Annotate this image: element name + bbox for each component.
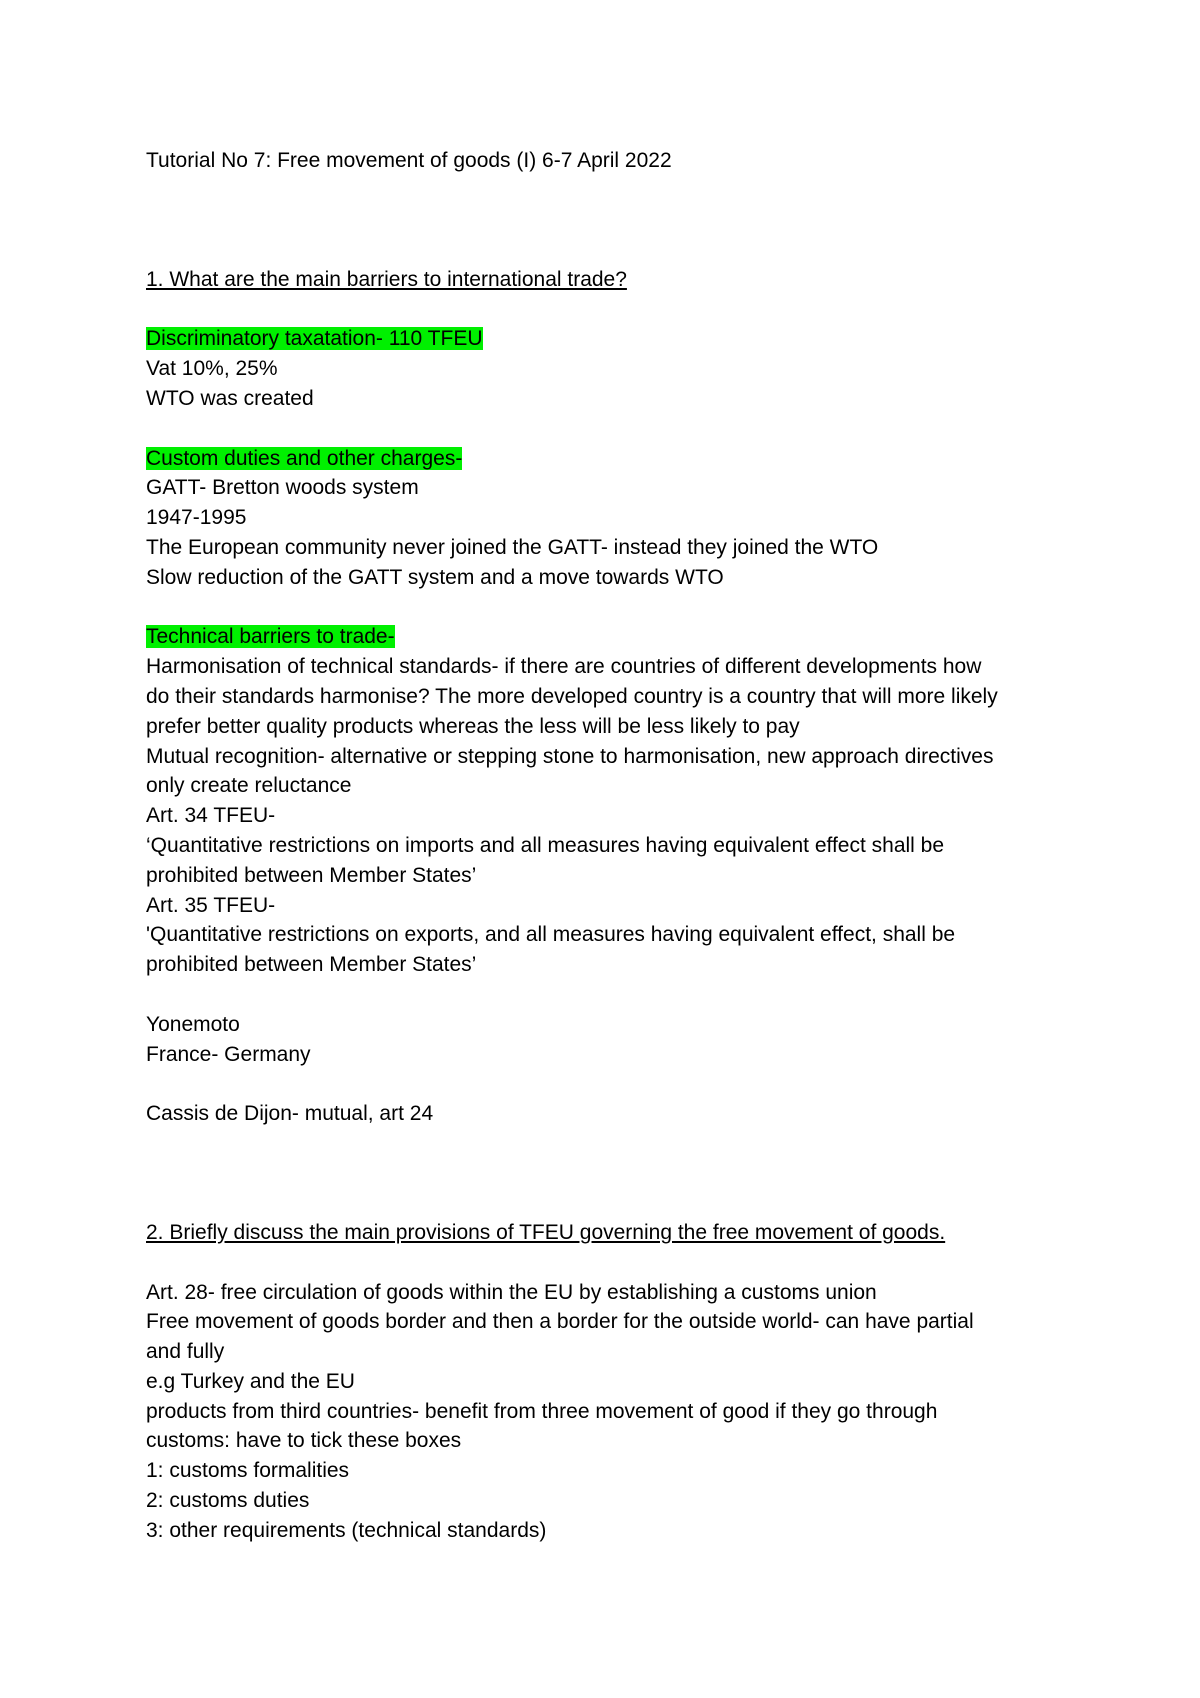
spacer (146, 980, 1086, 1010)
spacer (146, 593, 1086, 623)
text-line: Vat 10%, 25% (146, 357, 278, 381)
spacer (146, 1248, 1086, 1278)
highlight: Technical barriers to trade- (146, 625, 395, 649)
text-line: 1947-1995 (146, 506, 247, 530)
text-line: 'Quantitative restrictions on exports, and all measures having equivalent effect, shall be (146, 923, 956, 947)
text-line: GATT- Bretton woods system (146, 476, 419, 500)
spacer (146, 295, 1086, 325)
document-page (146, 146, 1086, 1546)
text-line: products from third countries- benefit from three movement of good if they go through (146, 1399, 938, 1423)
spacer (146, 1069, 1086, 1099)
section-heading-discriminatory-taxation (146, 324, 1086, 354)
text-line: e.g Turkey and the EU (146, 1369, 355, 1393)
text-line: do their standards harmonise? The more developed country is a country that will more likely (146, 684, 998, 708)
text-line: WTO was created (146, 386, 314, 410)
text-line: only create reluctance (146, 774, 352, 798)
highlight: Custom duties and other charges- (146, 446, 463, 470)
text-line: and fully (146, 1340, 225, 1364)
section-heading-technical-barriers (146, 622, 1086, 652)
text-line: Harmonisation of technical standards- if there are countries of different developments how (146, 655, 982, 679)
text-line: Yonemoto (146, 1012, 240, 1036)
text-line: Free movement of goods border and then a border for the outside world- can have partial (146, 1310, 974, 1334)
question-1: 1. What are the main barriers to international trade? (146, 267, 627, 291)
text-line: The European community never joined the GATT- instead they joined the WTO (146, 535, 879, 559)
highlight: Discriminatory taxatation- 110 TFEU (146, 327, 483, 351)
text-line: Slow reduction of the GATT system and a move towards WTO (146, 565, 724, 589)
text-line: Art. 28- free circulation of goods within the EU by establishing a customs union (146, 1280, 877, 1304)
spacer (146, 414, 1086, 444)
text-line: ‘Quantitative restrictions on imports and all measures having equivalent effect shall be (146, 833, 945, 857)
text-line: France- Germany (146, 1042, 311, 1066)
section-heading-custom-duties (146, 444, 1086, 474)
text-line: Art. 34 TFEU- (146, 804, 276, 828)
text-line: Cassis de Dijon- mutual, art 24 (146, 1102, 434, 1126)
spacer (146, 1129, 1086, 1218)
text-line: 3: other requirements (technical standards) (146, 1518, 547, 1542)
document-title: Tutorial No 7: Free movement of goods (I) 6-7 April 2022 (146, 149, 672, 172)
text-line: 2: customs duties (146, 1489, 310, 1513)
text-line: prohibited between Member States’ (146, 863, 477, 887)
text-line: customs: have to tick these boxes (146, 1429, 462, 1453)
text-line: Mutual recognition- alternative or stepping stone to harmonisation, new approach directives (146, 744, 994, 768)
text-line: prefer better quality products whereas the less will be less likely to pay (146, 714, 800, 738)
text-line: Art. 35 TFEU- (146, 893, 276, 917)
text-line: prohibited between Member States’ (146, 953, 477, 977)
question-2: 2. Briefly discuss the main provisions of TFEU governing the free movement of goods. (146, 1220, 946, 1244)
spacer (146, 176, 1086, 265)
text-line: 1: customs formalities (146, 1459, 350, 1483)
